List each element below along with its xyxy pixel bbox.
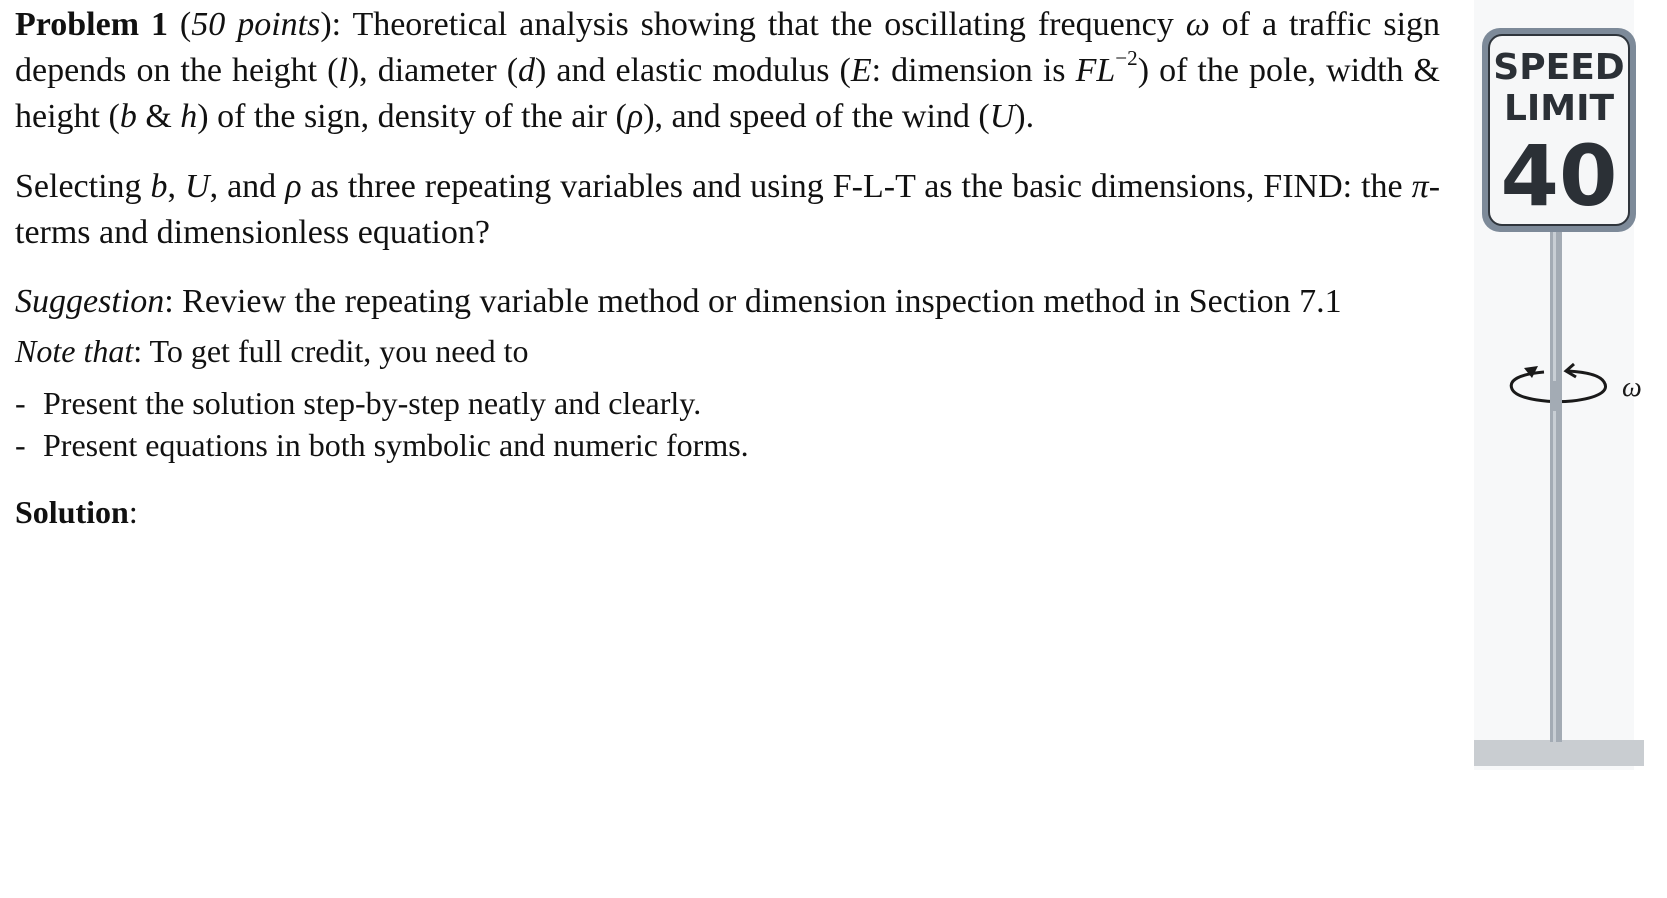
suggestion-line: Suggestion: Review the repeating variable method or dimension inspection method in Section 7.1	[15, 283, 1342, 320]
problem-text-segment: of a traffic sign depends on the height (	[15, 6, 1441, 89]
problem-text-segment: ) of the pole, width & height (	[15, 52, 1441, 135]
requirement-text: Present equations in both symbolic and numeric forms.	[43, 427, 749, 463]
dimension-exponent: −2	[1115, 46, 1138, 71]
task-text-segment: and	[227, 168, 277, 205]
task-text-segment: as three repeating variables and using F-L-T as the basic dimensions, FIND: the	[310, 168, 1403, 205]
solution-heading: Solution:	[15, 494, 138, 530]
suggestion-label: Suggestion	[15, 283, 165, 320]
task-text-segment: Selecting	[15, 168, 142, 205]
density-symbol: ρ	[626, 98, 644, 135]
problem-text-segment: ) and elastic modulus (	[535, 52, 851, 89]
diameter-symbol: d	[518, 52, 536, 89]
width-symbol: b	[119, 98, 137, 135]
pi-symbol: π	[1411, 168, 1429, 205]
repeating-var-rho: ρ	[285, 168, 302, 205]
problem-points: 50 points	[191, 6, 321, 43]
problem-text-segment: ) of the sign, density of the air (	[197, 98, 627, 135]
traffic-sign-illustration	[1462, 0, 1667, 893]
wind-speed-symbol: U	[989, 98, 1015, 135]
sign-number: 40	[1500, 127, 1618, 225]
problem-text-segment: ), and speed of the wind (	[643, 98, 990, 135]
problem-text-segment: ).	[1014, 98, 1035, 135]
note-line: Note that: To get full credit, you need to	[15, 333, 529, 369]
requirement-text: Present the solution step-by-step neatly and clearly.	[43, 385, 702, 421]
ampersand: &	[145, 98, 172, 135]
task-text-segment: -terms and dimensionless equation?	[15, 168, 1441, 251]
sign-line-speed: SPEED	[1493, 47, 1625, 88]
list-item: - Present equations in both symbolic and numeric forms.	[15, 427, 749, 463]
problem-text-segment: ), diameter (	[347, 52, 519, 89]
pole-highlight	[1553, 230, 1556, 742]
omega-label: ω	[1622, 372, 1642, 403]
note-text: To get full credit, you need to	[149, 333, 529, 369]
problem-intro: Theoretical analysis showing that the oscillating frequency	[352, 6, 1174, 43]
requirement-list	[15, 383, 701, 423]
omega-symbol: ω	[1185, 6, 1210, 43]
list-item: - Present the solution step-by-step neatly and clearly.	[15, 385, 702, 421]
task-statement: Selecting b, U, and ρ as three repeating variables and using F-L-T as the basic dimensions, FIND: the π-terms and dimensionless equation?	[15, 168, 1441, 251]
height-symbol: l	[338, 52, 348, 89]
sign-line-limit: LIMIT	[1503, 88, 1615, 129]
solution-label: Solution	[15, 494, 129, 530]
sign-height-symbol: h	[180, 98, 198, 135]
problem-text-segment: : dimension is	[871, 52, 1066, 89]
repeating-var-u: U	[185, 168, 210, 205]
modulus-symbol: E	[850, 52, 872, 89]
note-label: Note that	[15, 333, 134, 369]
ground	[1474, 740, 1644, 766]
traffic-sign-figure	[1462, 0, 1667, 893]
problem-label: Problem 1	[15, 6, 168, 43]
repeating-var-b: b	[150, 168, 168, 205]
suggestion-text: Review the repeating variable method or dimension inspection method in Section 7.1	[182, 283, 1342, 320]
pole-front-segment	[1550, 381, 1562, 411]
problem-statement: Problem 1 (50 points): Theoretical analysis showing that the oscillating frequency ω of a traffic sign depends on the height (l), diameter (d) and elastic modulus (E: dimension is $FL^{-2}$) of the pole, width & height (b & h) of the sign, density of the air (ρ), and speed of the wind (U).	[15, 6, 1441, 135]
requirement-list	[15, 425, 749, 465]
dimension-expression: FL	[1075, 52, 1116, 89]
